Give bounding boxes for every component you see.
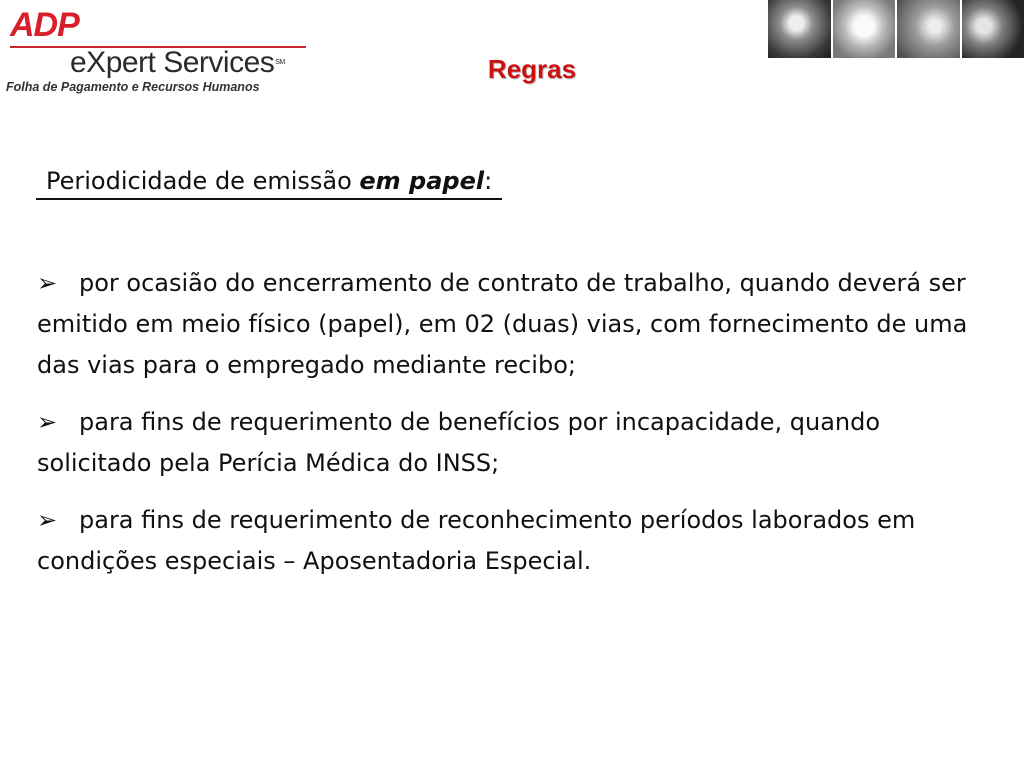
brand-name-text: eXpert Services <box>70 46 275 79</box>
brand-tagline: Folha de Pagamento e Recursos Humanos <box>6 80 260 94</box>
arrow-bullet-icon: ➢ <box>37 408 58 436</box>
adp-logo-mark: ADP <box>10 6 79 44</box>
list-item <box>37 500 997 582</box>
arrow-bullet-icon: ➢ <box>37 269 58 297</box>
section-heading-suffix: : <box>484 167 493 195</box>
service-mark: SM <box>275 59 285 66</box>
header-photo-strip <box>768 0 1024 58</box>
rules-list <box>37 263 997 598</box>
list-item-text: por ocasião do encerramento de contrato de trabalho, quando deverá ser emitido em meio físico (papel), em 02 (duas) vias, com fornecimento de uma das vias para o empregado mediante recibo; <box>37 269 968 379</box>
section-heading <box>36 164 502 200</box>
photo-person-phone <box>768 0 831 58</box>
list-item-text: para fins de requerimento de reconhecimento períodos laborados em condições especiais – Aposentadoria Especial. <box>37 506 916 575</box>
photo-clock <box>895 0 960 58</box>
list-item-text: para fins de requerimento de benefícios por incapacidade, quando solicitado pela Perícia Médica do INSS; <box>37 408 881 477</box>
slide-title: Regras <box>487 54 577 84</box>
list-item <box>37 263 997 386</box>
arrow-bullet-icon: ➢ <box>37 506 58 534</box>
section-heading-prefix: Periodicidade de emissão <box>46 167 360 195</box>
photo-person-phone-2 <box>960 0 1024 58</box>
list-item <box>37 402 997 484</box>
section-heading-emphasis: em papel <box>359 167 485 195</box>
photo-mouse <box>831 0 896 58</box>
